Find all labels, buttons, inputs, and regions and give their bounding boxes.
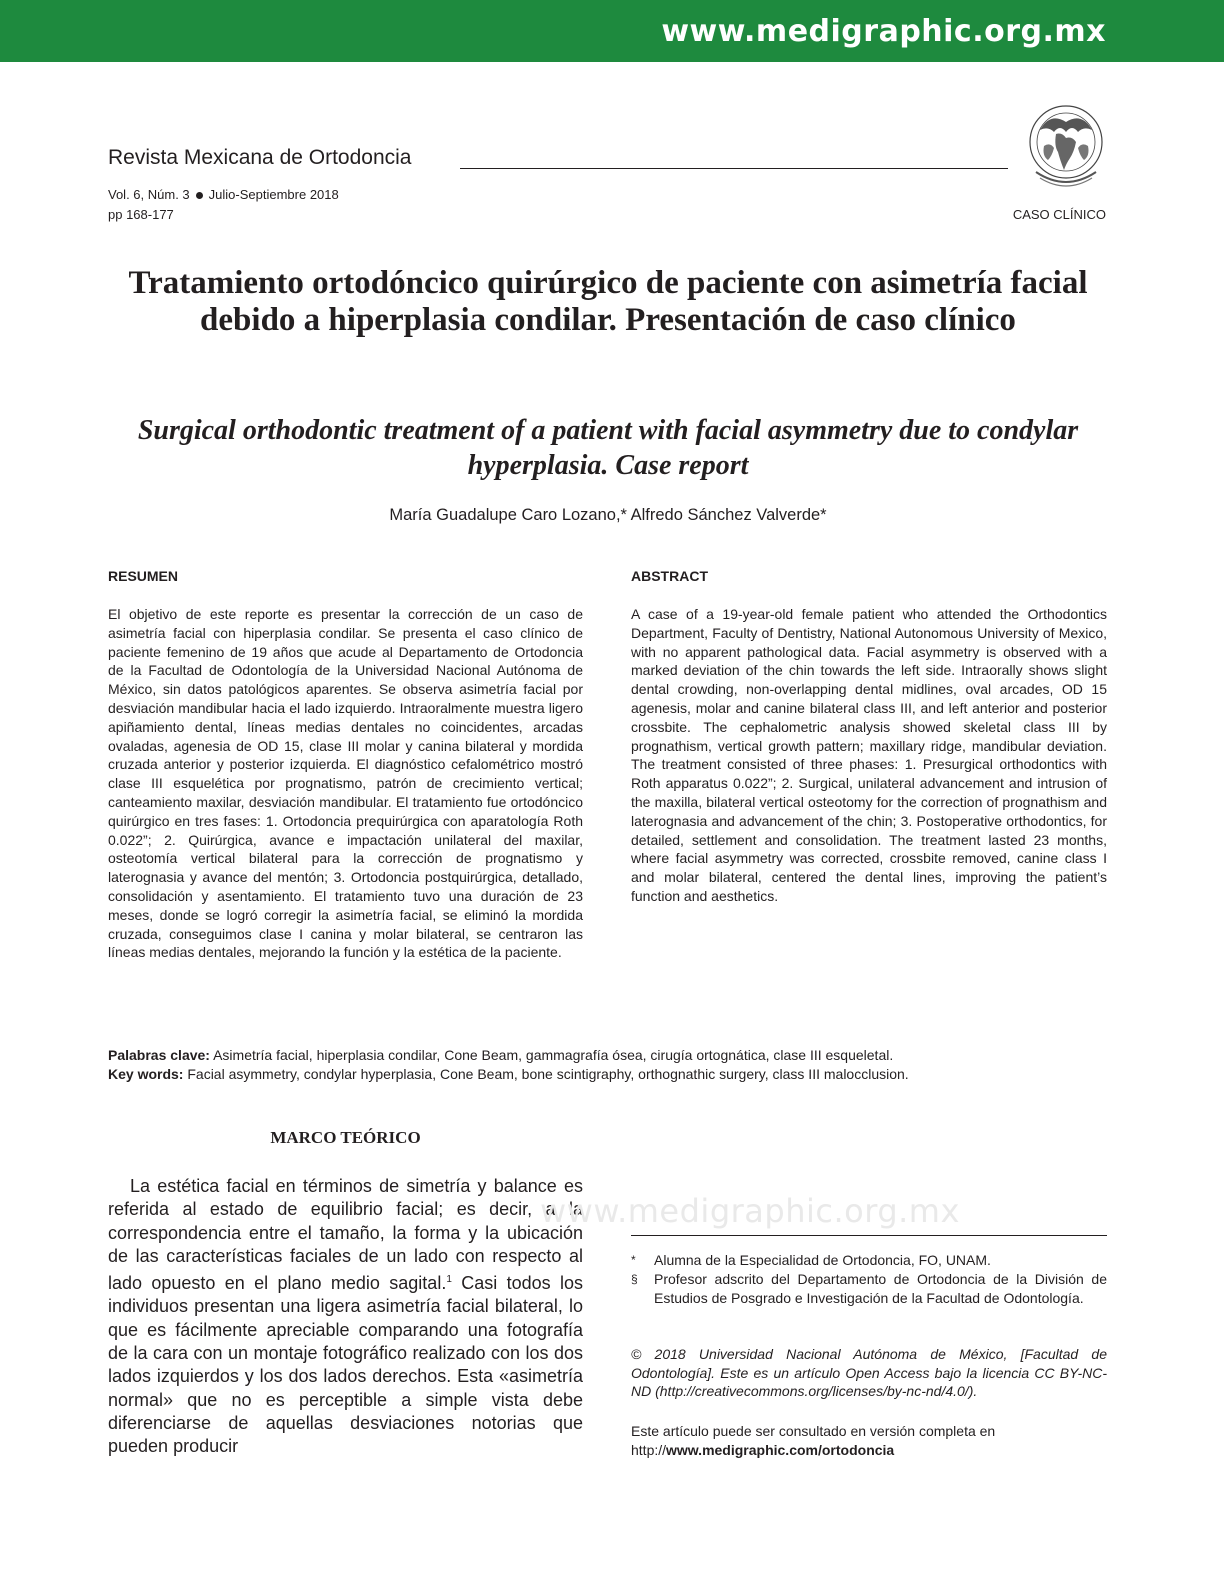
footnote-1 (631, 1251, 1107, 1270)
keywords-es (108, 1046, 1108, 1065)
watermark: www.medigraphic.org.mx (540, 1192, 960, 1230)
issue-date: Julio-Septiembre 2018 (208, 187, 339, 202)
footnote-2-text: Profesor adscrito del Departamento de Ortodoncia de la División de Estudios de Posgrado e Investigación de la Facultad de Odontología. (654, 1271, 1107, 1306)
availability-note (631, 1422, 1107, 1459)
authors: María Guadalupe Caro Lozano,* Alfredo Sánchez Valverde* (389, 506, 827, 524)
volume-info (108, 187, 339, 202)
keywords-es-label: Palabras clave: (108, 1047, 210, 1063)
resumen-text: El objetivo de este reporte es presentar la corrección de un caso de asimetría facial con hiperplasia condilar. Se presenta el caso clínico de paciente femenino de 19 años que acude al Departamento de Ortodoncia de la Facultad de Odontología de la Universidad Nacional Autónoma de México, sin datos patológicos aparentes. Se observa asimetría facial por desviación mandibular hacia el lado izquierdo. Intraoralmente muestra ligero apiñamiento dental, líneas medias dentales no coincidentes, arcadas ovaladas, agenesia de OD 15, clase III molar y canina bilateral y mordida cruzada anterior y posterior izquierda. El diagnóstico cefalométrico mostró clase III esquelética por prognatismo, patrón de crecimiento vertical; canteamiento maxilar, desviación mandibular. El tratamiento fue ortodóncico quirúrgico en tres fases: 1. Ortodoncia prequirúrgica con aparatología Roth 0.022”; 2. Quirúrgica, avance e impactación unilateral del maxilar, osteotomía vertical bilateral para la corrección de prognatismo y laterognasia y avance del mentón; 3. Ortodoncia postquirúrgica, detallado, consolidación y asentamiento. El tratamiento tuvo una duración de 23 meses, donde se logró corregir la asimetría facial, se eliminó la mordida cruzada, conseguimos clase I canina y molar bilateral, se centraron las líneas medias dentales, mejorando la función y la estética de la paciente. (108, 606, 583, 961)
footnote-rule (631, 1235, 1107, 1236)
article-title-en: Surgical orthodontic treatment of a patient with facial asymmetry due to condylar hyperplasia. Case report (137, 415, 1079, 481)
availability-url-prefix: http:// (631, 1441, 667, 1458)
abstract-heading: ABSTRACT (631, 568, 708, 584)
top-banner (0, 0, 1224, 62)
volume-number: Vol. 6, Núm. 3 (108, 187, 190, 202)
abstract-text: A case of a 19-year-old female patient who attended the Orthodontics Department, Faculty of Dentistry, National Autonomous University of Mexico, with no apparent pathological data. Facial asymmetry is observed with a marked deviation of the chin towards the left side. Intraorally shows slight dental crowding, non-overlapping dental midlines, oval arcades, OD 15 agenesis, molar and canine bilateral class III, and left anterior and posterior crossbite. The cephalometric analysis showed skeletal class III by prognathism, vertical growth pattern; maxillary ridge, mandibular deviation. The treatment consisted of three phases: 1. Presurgical orthodontics with Roth apparatus 0.022”; 2. Surgical, unilateral advancement and intrusion of the maxilla, bilateral vertical osteotomy for the correction of prognathism and laterognasia and advancement of the chin; 3. Postoperative orthodontics, for detailed, settlement and consolidation. The treatment lasted 23 months, where facial asymmetry was corrected, crossbite removed, canine class I and molar bilateral, centered the dental lines, improving the patient’s function and aesthetics. (631, 606, 1107, 904)
header-rule (460, 168, 1008, 169)
resumen-heading: RESUMEN (108, 568, 179, 584)
footnote-2-mark: § (631, 1272, 638, 1286)
unam-seal-icon (1026, 102, 1106, 190)
footnote-1-mark: * (631, 1253, 636, 1267)
availability-text: Este artículo puede ser consultado en versión completa en (631, 1423, 996, 1439)
page-range: pp 168-177 (108, 207, 174, 222)
body-text-part2: Casi todos los individuos presentan una ligera asimetría facial bilateral, lo que es fácilmente apreciable comparando una fotografía de la cara con un montaje fotográfico realizado con los dos lados izquierdos y los dos lados derechos. Esta «asimetría normal» que no es perceptible a simple vista debe diferenciarse de aquellas desviaciones notorias que pueden producir (108, 1273, 583, 1457)
copyright-notice: © 2018 Universidad Nacional Autónoma de México, [Facultad de Odontología]. Este es un artículo Open Access bajo la licencia CC BY-NC-ND (http://creativecommons.org/licenses/by-nc-nd/4.0/). (631, 1346, 1107, 1399)
keywords-es-list: Asimetría facial, hiperplasia condilar, Cone Beam, gammagrafía ósea, cirugía ortognática, clase III esqueletal. (213, 1047, 894, 1063)
footnote-2 (631, 1270, 1107, 1307)
journal-name: Revista Mexicana de Ortodoncia (108, 146, 412, 169)
banner-url[interactable]: www.medigraphic.org.mx (661, 14, 1106, 49)
body-text-part1: La estética facial en términos de simetría y balance es referida al estado de equilibrio facial; es decir, a la correspondencia entre el tamaño, la forma y la ubicación de las características faciales de un lado con respecto al lado opuesto en el plano medio sagital. (108, 1176, 583, 1294)
keywords-en (108, 1065, 1108, 1084)
keywords-block (108, 1046, 1108, 1083)
body-paragraph (108, 1175, 583, 1459)
reference-marker[interactable]: 1 (446, 1274, 452, 1286)
keywords-en-label: Key words: (108, 1065, 184, 1082)
bullet-icon (196, 192, 203, 199)
footnote-1-text: Alumna de la Especialidad de Ortodoncia, FO, UNAM. (654, 1252, 991, 1268)
marco-teorico-heading: MARCO TEÓRICO (270, 1128, 421, 1147)
article-title-es: Tratamiento ortodóncico quirúrgico de paciente con asimetría facial debido a hiperplasia condilar. Presentación de caso clínico (128, 265, 1088, 338)
availability-url[interactable]: www.medigraphic.com/ortodoncia (666, 1441, 895, 1458)
keywords-en-list: Facial asymmetry, condylar hyperplasia, Cone Beam, bone scintigraphy, orthognathic surgery, class III malocclusion. (187, 1065, 909, 1082)
section-label: CASO CLÍNICO (1012, 207, 1106, 222)
